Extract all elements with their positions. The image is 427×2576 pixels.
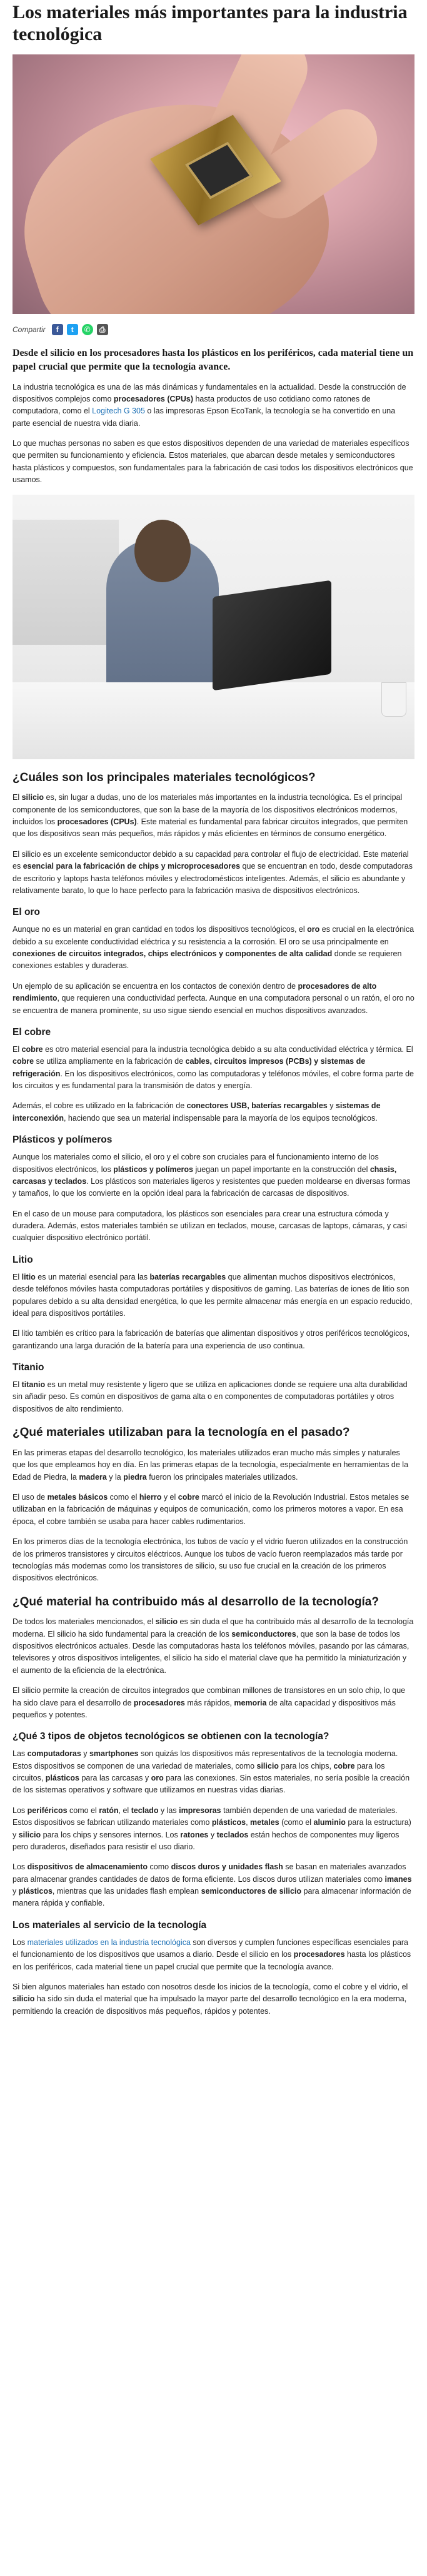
materiales-link[interactable]: materiales utilizados en la industria tecnológica bbox=[27, 1937, 191, 1947]
pasado-paragraph-2: El uso de metales básicos como el hierro y el cobre marcó el inicio de la Revolución Industrial. Estos metales se utilizaban en la fabricación de máquinas y equipos de comunicación, como los primeros motores a vapor. En esa época, el cobre también se usaba para hacer cables rudimentarios. bbox=[13, 1493, 409, 1526]
heading-principales-materiales: ¿Cuáles son los principales materiales tecnológicos? bbox=[13, 770, 316, 784]
plasticos-paragraph-2: En el caso de un mouse para computadora, los plásticos son esenciales para crear una estructura cómoda y duradera. Además, estos materiales también se utilizan en teclados, mouse, carcasas de laptops, cámaras, y casi cualquier dispositivo electrónico portátil. bbox=[13, 1209, 407, 1243]
laptop-graphic bbox=[213, 580, 331, 690]
photo-man-with-laptop bbox=[13, 495, 414, 759]
heading-tipos: ¿Qué 3 tipos de objetos tecnológicos se obtienen con la tecnología? bbox=[13, 1731, 329, 1742]
plasticos-paragraph-1: Aunque los materiales como el silicio, el oro y el cobre son cruciales para el funcionamiento interno de los dispositivos electrónicos, los plásticos y polímeros juegan un papel importante en la construcción del chasis, carcasas y teclados. Los plásticos son materiales ligeros y resistentes que pueden moldearse en diversas formas y tamaños, lo que los convierte en la opción ideal para la fabricación de carcasas de dispositivos. bbox=[13, 1153, 411, 1198]
silicio-paragraph-1: El silicio es, sin lugar a dudas, uno de los materiales más importantes en la industria tecnológica. Es el principal componente de los semiconductores, que son la base de la mayoría de los dispositivos electrónicos modernos, incluidos los procesadores (CPUs). Este material es fundamental para fabricar circuitos integrados, que permiten que los dispositivos sean más pequeños, más rápidos y más eficientes en términos de consumo energético. bbox=[13, 793, 408, 839]
servicio-paragraph-1: Los materiales utilizados en la industria tecnológica son diversos y cumplen funciones específicas esenciales para el funcionamiento de los dispositivos que usamos a diario. Desde el silicio en los procesadores hasta los plásticos en los periféricos, cada material tiene un papel crucial que permite que la tecnología avance. bbox=[13, 1937, 411, 1971]
facebook-icon[interactable]: f bbox=[52, 324, 63, 335]
cobre-paragraph-1: El cobre es otro material esencial para la industria tecnológica debido a su alta conductividad eléctrica y térmica. El cobre se utiliza ampliamente en la fabricación de cables, circuitos impresos (PCBs) y sistemas de refrigeración. En los dispositivos electrónicos, como las computadoras y teléfonos móviles, el cobre forma parte de los circuitos y es fundamental para la transmisión de datos y energía. bbox=[13, 1044, 414, 1091]
hero-image-chip-in-hand bbox=[13, 54, 414, 314]
intro-paragraph-1: La industria tecnológica es una de las más dinámicas y fundamentales en la actualidad. Desde la construcción de dispositivos complejos como procesadores (CPUs) hasta productos de uso cotidiano como ratones de computadora, como el Logitech G 305 o las impresoras Epson EcoTank, la tecnología se ha convertido en una parte esencial de nuestra vida diaria. bbox=[13, 382, 406, 428]
cobre-paragraph-2: Además, el cobre es utilizado en la fabricación de conectores USB, baterías recargables y sistemas de interconexión, haciendo que sea un material indispensable para la mayoría de los equipos tecnológicos. bbox=[13, 1101, 381, 1123]
silicio-paragraph-2: El silicio es un excelente semiconductor debido a su capacidad para controlar el flujo de electricidad. Este material es esencial para la fabricación de chips y microprocesadores que se encuentran en todo, desde computadoras de escritorio y laptops hasta teléfonos móviles y electrodomésticos inteligentes. Además, el silicio es abundante y relativamente barato, lo que lo hace perfecto para la fabricación masiva de dispositivos electrónicos. bbox=[13, 849, 413, 895]
tipos-paragraph-1: Las computadoras y smartphones son quizás los dispositivos más representativos de la tecnología moderna. Estos dispositivos se componen de una variedad de materiales, como silicio para los chips, cobre para los circuitos, plásticos para las carcasas y oro para las conexiones. Sin estos materiales, no sería posible la creación de los sistemas operativos y software que utilizamos en nuestras vidas diarias. bbox=[13, 1749, 410, 1795]
page-title: Los materiales más importantes para la industria tecnológica bbox=[13, 2, 408, 45]
oro-paragraph-2: Un ejemplo de su aplicación se encuentra en los contactos de conexión dentro de procesadores de alto rendimiento, que requieren una conductividad perfecta. Aunque en una computadora personal o un ratón, el oro no se encuentra de manera prominente, su uso sigue siendo esencial en muchos dispositivos avanzados. bbox=[13, 981, 414, 1015]
pasado-paragraph-3: En los primeros días de la tecnología electrónica, los tubos de vacío y el vidrio fueron utilizados en la construcción de los primeros transistores y circuitos eléctricos. Aunque los tubos de vacío fueron reemplazados más tarde por tecnologías más modernas como los transistores de silicio, su uso fue crucial en la creación de los primeros dispositivos electrónicos. bbox=[13, 1537, 408, 1583]
titanio-paragraph-1: El titanio es un metal muy resistente y ligero que se utiliza en aplicaciones donde se requiere una alta durabilidad sin añadir peso. Es común en dispositivos de gama alta o en componentes de computadoras portátiles y otros dispositivos de alto rendimiento. bbox=[13, 1380, 408, 1413]
pasado-paragraph-1: En las primeras etapas del desarrollo tecnológico, los materiales utilizados eran mucho más simples y naturales que los que empleamos hoy en día. En las primeras etapas de la tecnología, especialmente en herramientas de la Edad de Piedra, la madera y la piedra fueron los principales materiales utilizados. bbox=[13, 1448, 409, 1482]
heading-litio: Litio bbox=[13, 1254, 33, 1265]
heading-servicio: Los materiales al servicio de la tecnología bbox=[13, 1919, 207, 1931]
litio-paragraph-1: El litio es un material esencial para las baterías recargables que alimentan muchos dispositivos electrónicos, desde teléfonos móviles hasta computadoras portátiles y dispositivos de gaming. Las baterías de iones de litio son populares debido a su alta densidad energética, lo que les permite almacenar más energía en un espacio reducido, ideal para dispositivos portátiles. bbox=[13, 1272, 413, 1318]
contribuido-paragraph-2: El silicio permite la creación de circuitos integrados que combinan millones de transistores en un solo chip, lo que ha sido clave para el desarrollo de procesadores más rápidos, memoria de alta capacidad y dispositivos más pequeños y potentes. bbox=[13, 1686, 406, 1719]
contribuido-paragraph-1: De todos los materiales mencionados, el silicio es sin duda el que ha contribuido más al desarrollo de la tecnología moderna. El silicio ha sido fundamental para la creación de los semiconductores, que son la base de todos los dispositivos electrónicos actuales. Desde las computadoras hasta los teléfonos móviles, pasando por las cámaras, televisores y otros dispositivos inteligentes, el silicio ha sido el material clave que ha permitido la miniaturización y el aumento de la eficiencia de la electrónica. bbox=[13, 1617, 414, 1675]
logitech-link[interactable]: Logitech G 305 bbox=[92, 407, 145, 416]
twitter-icon[interactable]: t bbox=[67, 324, 78, 335]
heading-titanio: Titanio bbox=[13, 1362, 44, 1373]
tipos-paragraph-2: Los periféricos como el ratón, el teclado y las impresoras también dependen de una variedad de materiales. Estos dispositivos se fabrican utilizando materiales como plásticos, metales (como el aluminio para la estructura) y silicio para los chips y sensores internos. Los ratones y teclados están hechos de componentes muy ligeros pero duraderos, diseñados para resistir el uso diario. bbox=[13, 1806, 411, 1851]
whatsapp-icon[interactable]: ✆ bbox=[82, 324, 93, 335]
intro-paragraph-2: Lo que muchas personas no saben es que estos dispositivos dependen de una variedad de materiales específicos que permiten su funcionamiento y eficiencia. Estos materiales, que abarcan desde metales y semiconductores hasta plásticos y compuestos, son fundamentales para la fabricación de casi todos los dispositivos electrónicos que usamos. bbox=[13, 439, 413, 485]
share-label: Compartir bbox=[13, 325, 46, 334]
cup-graphic bbox=[381, 682, 406, 717]
heading-pasado: ¿Qué materiales utilizaban para la tecnología en el pasado? bbox=[13, 1426, 350, 1440]
servicio-paragraph-2: Si bien algunos materiales han estado con nosotros desde los inicios de la tecnología, como el cobre y el vidrio, el silicio ha sido sin duda el material que ha impulsado la mayor parte del desarrollo tecnológico en la era moderna, permitiendo la creación de dispositivos más pequeños, rápidos y potentes. bbox=[13, 1982, 408, 2016]
tipos-paragraph-3: Los dispositivos de almacenamiento como discos duros y unidades flash se basan en materiales avanzados para almacenar grandes cantidades de datos de forma eficiente. Los discos duros utilizan materiales como imanes y plásticos, mientras que las unidades flash emplean semiconductores de silicio para almacenar información de manera rápida y confiable. bbox=[13, 1862, 412, 1908]
heading-plasticos: Plásticos y polímeros bbox=[13, 1134, 113, 1146]
article-lead: Desde el silicio en los procesadores hasta los plásticos en los periféricos, cada material tiene un papel crucial que permite que la tecnología avance. bbox=[13, 348, 414, 372]
heading-cobre: El cobre bbox=[13, 1026, 51, 1038]
heading-contribuido: ¿Qué material ha contribuido más al desarrollo de la tecnología? bbox=[13, 1595, 379, 1609]
share-bar bbox=[13, 314, 414, 347]
litio-paragraph-2: El litio también es crítico para la fabricación de baterías que alimentan dispositivos y otros periféricos tecnológicos, garantizando una larga duración de la batería para una experiencia de uso continua. bbox=[13, 1329, 410, 1350]
print-icon[interactable]: ⎙ bbox=[97, 324, 108, 335]
heading-oro: El oro bbox=[13, 907, 40, 918]
oro-paragraph-1: Aunque no es un material en gran cantidad en todos los dispositivos tecnológicos, el oro es crucial en la electrónica debido a su excelente conductividad eléctrica y su resistencia a la corrosión. El oro se usa principalmente en conexiones de circuitos integrados, chips electrónicos y componentes de alta calidad donde se requieren conexiones estables y duraderas. bbox=[13, 925, 414, 971]
